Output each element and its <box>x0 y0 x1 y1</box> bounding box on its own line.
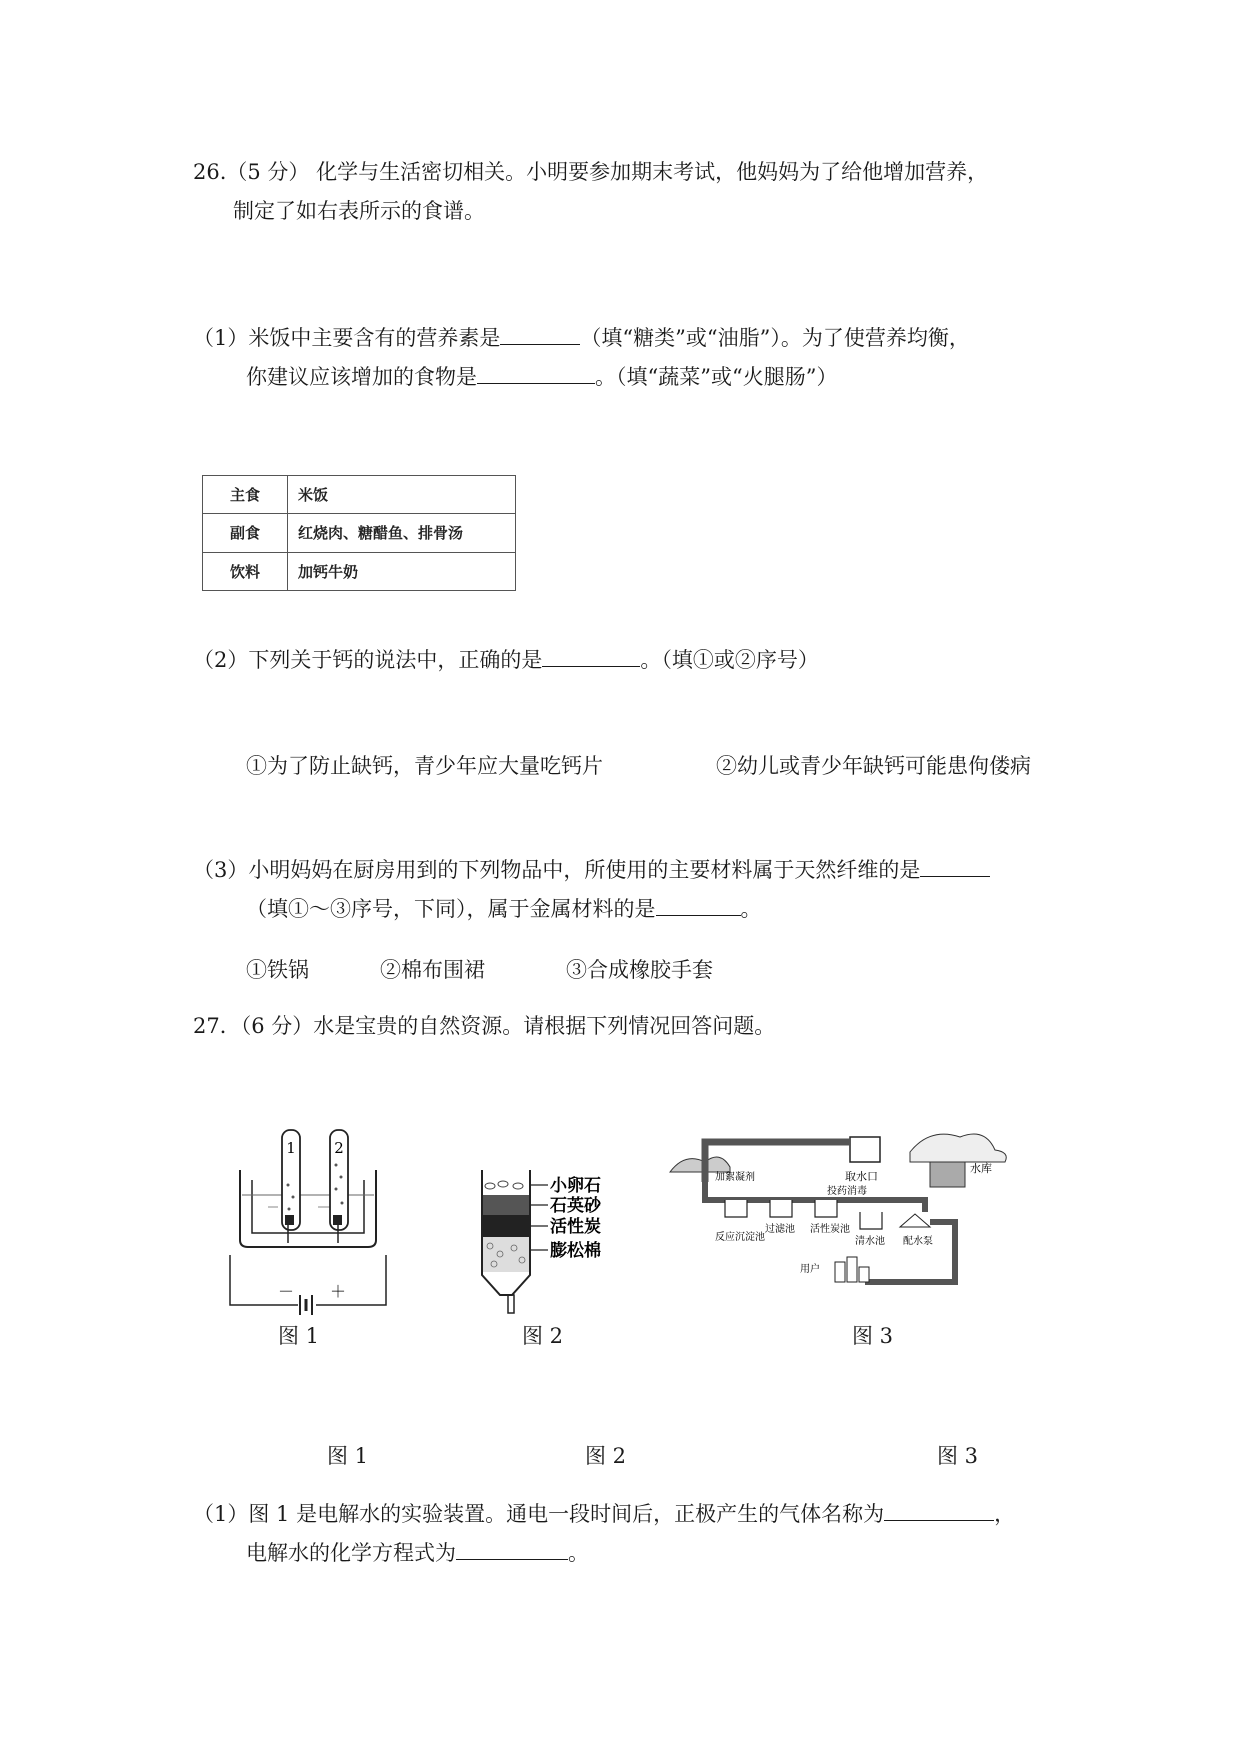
q26-part1-line1: （1）米饭中主要含有的营养素是 （填“糖类”或“油脂”）。为了使营养均衡， <box>193 326 970 350</box>
answer-blank[interactable] <box>456 1539 568 1560</box>
figure-2-water-filter <box>470 1150 650 1320</box>
disinfect-label: 投药消毒 <box>827 1186 867 1197</box>
answer-blank[interactable] <box>500 324 580 345</box>
q26-option-1: ①为了防止缺钙，青少年应大量吃钙片 <box>246 754 603 778</box>
layer-label: 膨松棉 <box>550 1241 601 1261</box>
table-cell-key: 主食 <box>203 476 288 514</box>
figure-3-caption: 图 3 <box>937 1444 979 1468</box>
table-row <box>203 514 516 552</box>
table-row <box>203 552 516 590</box>
figure-1-electrolysis <box>218 1125 393 1320</box>
layer-label: 小卵石 <box>550 1176 601 1196</box>
positive-terminal-label: ＋ <box>330 1282 347 1301</box>
pump-label: 配水泵 <box>903 1236 933 1247</box>
q26-heading-cont: 制定了如右表所示的食谱。 <box>233 199 485 223</box>
layer-label: 石英砂 <box>550 1196 601 1216</box>
q26-part3-line1: （3）小明妈妈在厨房用到的下列物品中，所使用的主要材料属于天然纤维的是 <box>193 856 990 884</box>
answer-blank[interactable] <box>920 856 990 877</box>
sedimentation-label: 反应沉淀池 <box>715 1232 765 1243</box>
q26-part1-line2: 你建议应该增加的食物是 。（填“蔬菜”或“火腿肠”） <box>246 365 838 389</box>
intake-label: 取水口 <box>845 1170 878 1183</box>
table-cell-key: 副食 <box>203 514 288 552</box>
table-row <box>203 476 516 514</box>
answer-blank[interactable] <box>884 1500 994 1521</box>
figure-2-caption-inline: 图 2 <box>522 1324 564 1348</box>
q26-item-3: ③合成橡胶手套 <box>566 958 713 982</box>
tube-2-label: 2 <box>334 1139 344 1157</box>
q26-part2: （2）下列关于钙的说法中，正确的是 。（填①或②序号） <box>193 648 819 672</box>
table-cell-value: 米饭 <box>288 476 516 514</box>
figure-3-water-plant <box>665 1122 1020 1307</box>
q26-item-1: ①铁锅 <box>246 958 309 982</box>
q26-heading: 26.（5 分） 化学与生活密切相关。小明要参加期末考试，他妈妈为了给他增加营养， <box>193 160 989 184</box>
q27-heading: 27．（6 分）水是宝贵的自然资源。请根据下列情况回答问题。 <box>193 1014 776 1038</box>
q27-part1-line2: 电解水的化学方程式为 。 <box>246 1541 589 1565</box>
users-label: 用户 <box>800 1264 820 1275</box>
filter-tank-label: 过滤池 <box>765 1224 795 1235</box>
q26-option-2: ②幼儿或青少年缺钙可能患佝偻病 <box>716 754 1031 778</box>
answer-blank[interactable] <box>542 646 640 667</box>
table-cell-value: 红烧肉、糖醋鱼、排骨汤 <box>288 514 516 552</box>
reservoir-label: 水库 <box>970 1162 992 1175</box>
tube-1-label: 1 <box>286 1139 296 1157</box>
figure-2-caption: 图 2 <box>585 1444 627 1468</box>
q27-part1-line1: （1）图 1 是电解水的实验装置。通电一段时间后，正极产生的气体名称为 ， <box>193 1502 1016 1526</box>
carbon-tank-label: 活性炭池 <box>810 1224 850 1235</box>
figure-1-caption: 图 1 <box>327 1444 369 1468</box>
figure-1-caption-inline: 图 1 <box>278 1324 320 1348</box>
table-cell-value: 加钙牛奶 <box>288 552 516 590</box>
table-cell-key: 饮料 <box>203 552 288 590</box>
answer-blank[interactable] <box>477 363 595 384</box>
q26-item-2: ②棉布围裙 <box>380 958 485 982</box>
answer-blank[interactable] <box>656 895 741 916</box>
clear-water-tank-label: 清水池 <box>855 1236 885 1247</box>
negative-terminal-label: － <box>278 1282 295 1301</box>
figure-3-caption-inline: 图 3 <box>852 1324 894 1348</box>
q26-part3-line2: （填①～③序号，下同），属于金属材料的是 。 <box>246 897 762 921</box>
flocculant-label: 加絮凝剂 <box>715 1172 755 1183</box>
layer-label: 活性炭 <box>550 1217 601 1237</box>
recipe-table <box>202 475 516 591</box>
